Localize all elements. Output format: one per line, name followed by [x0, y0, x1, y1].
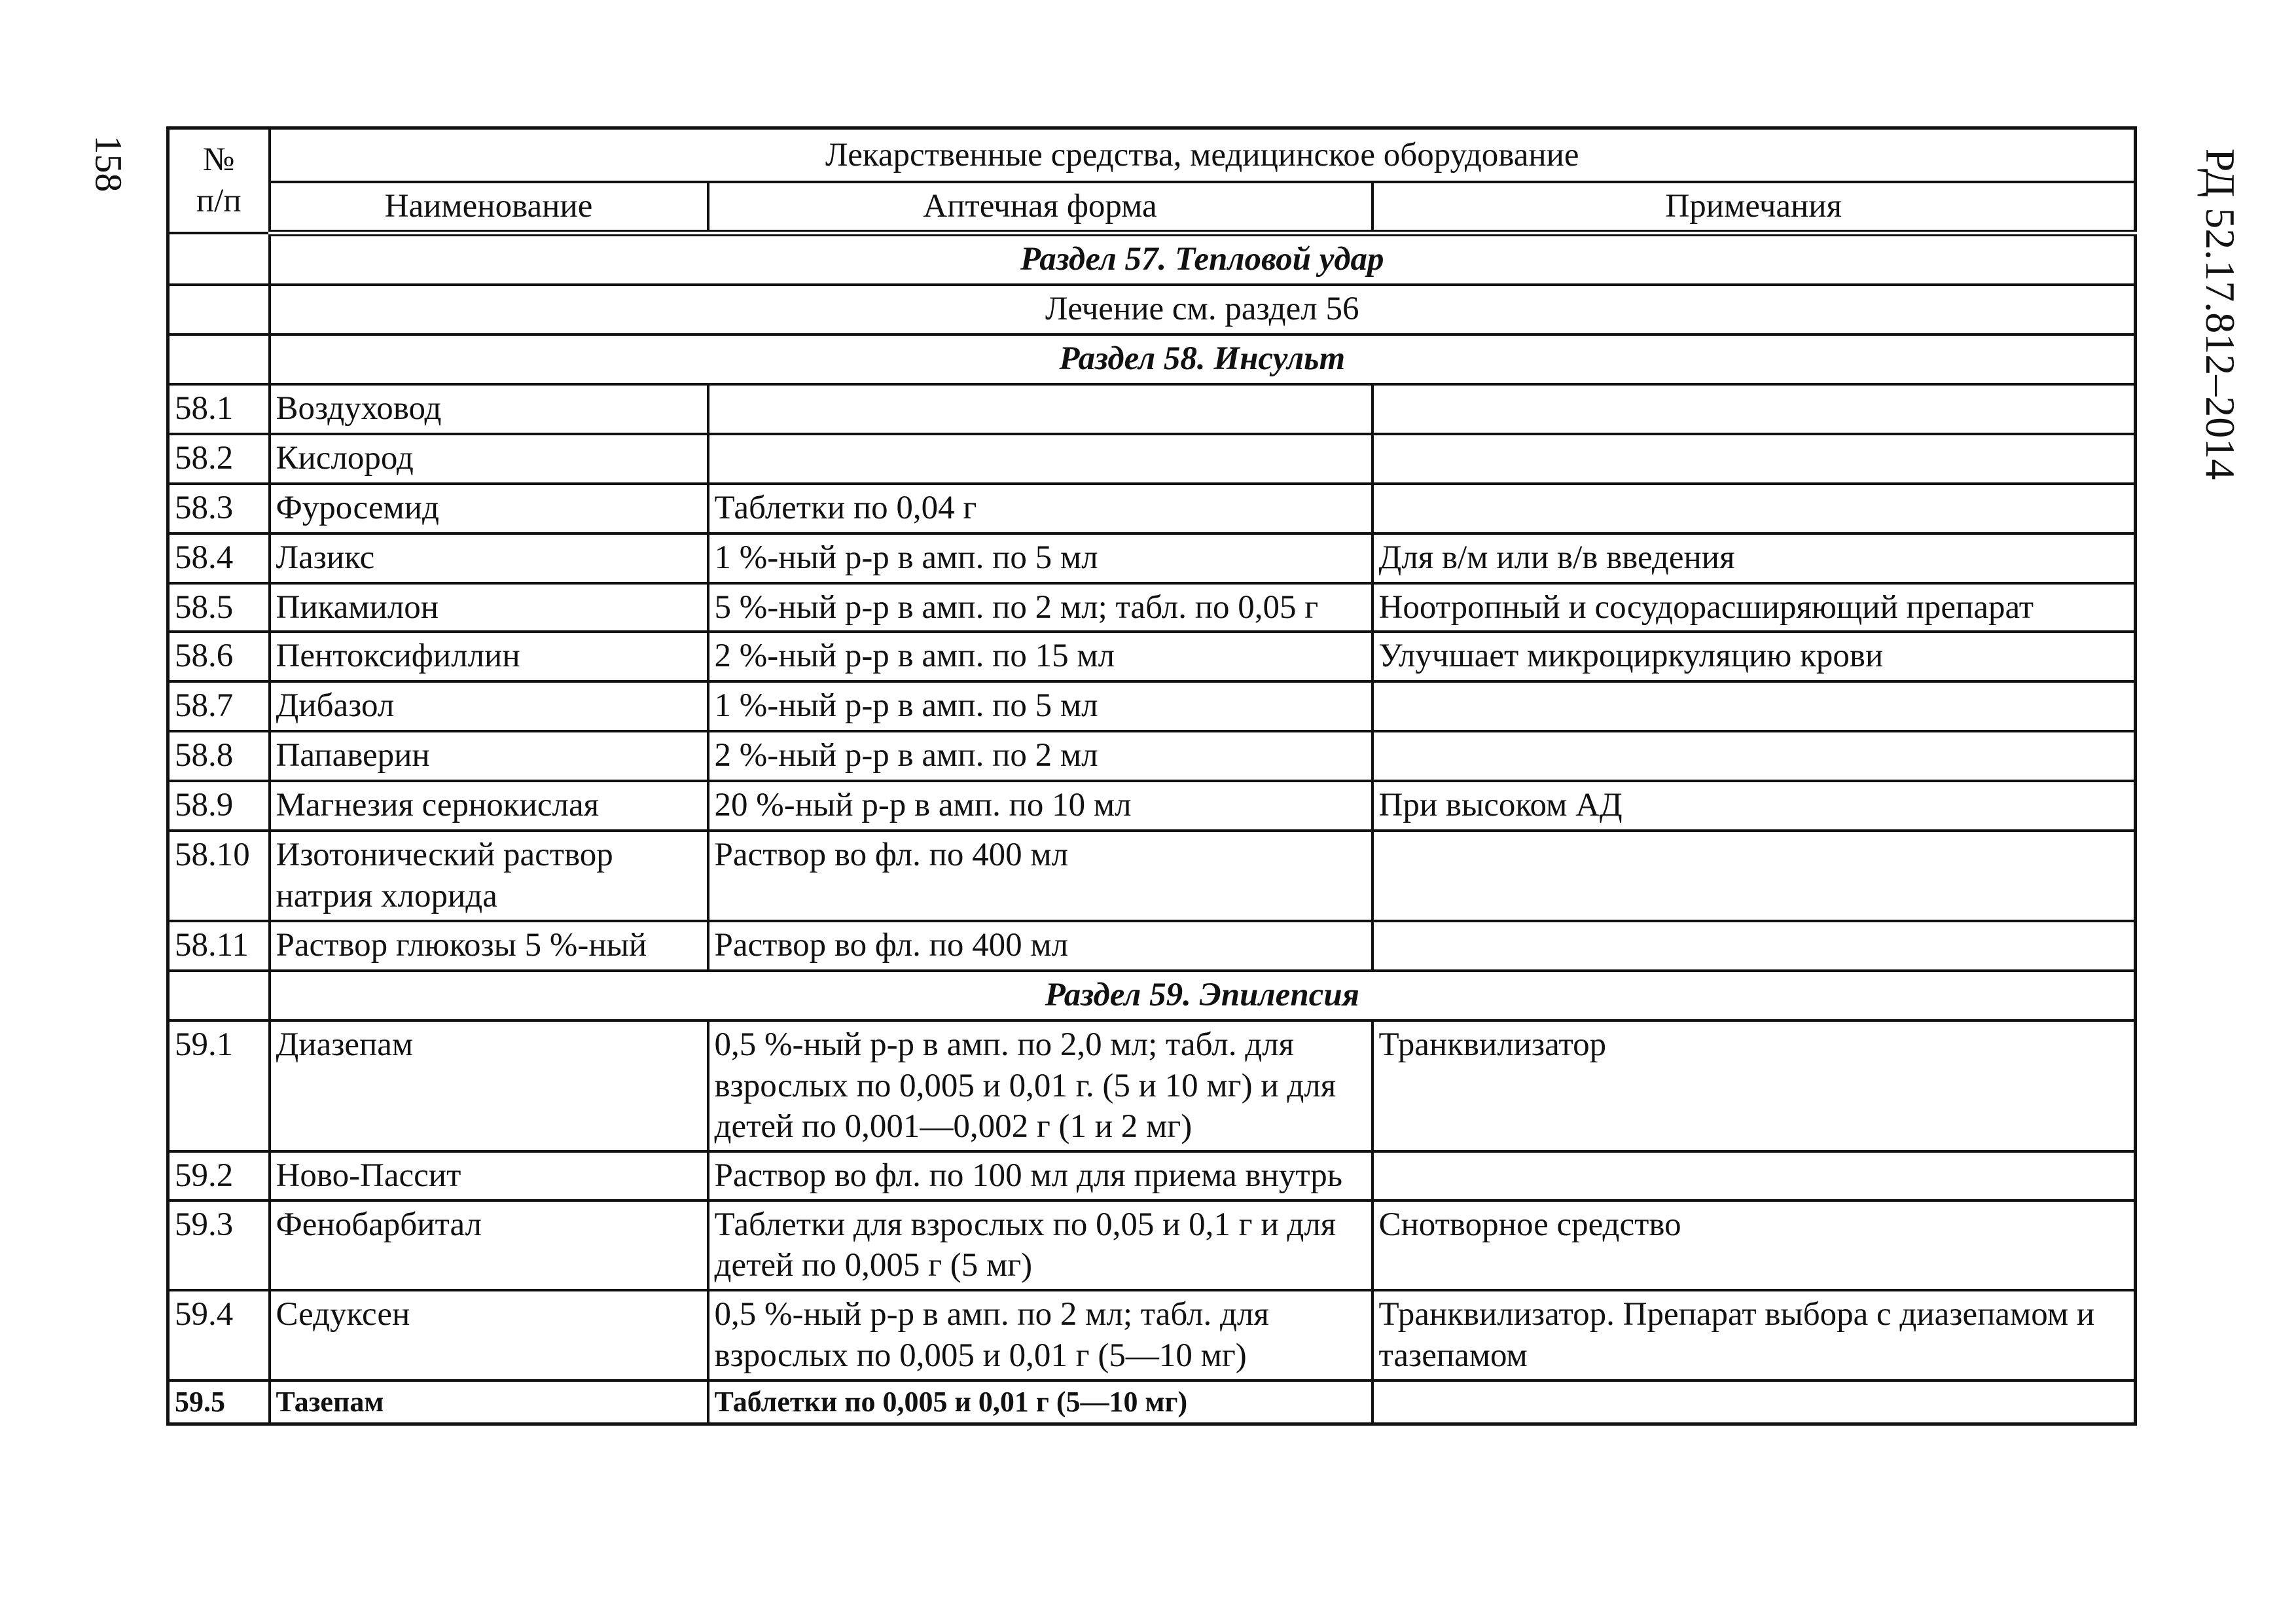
- item-name: Фенобарбитал: [270, 1200, 708, 1290]
- item-note: При высоком АД: [1372, 781, 2136, 831]
- col-header-note: Примечания: [1372, 182, 2136, 233]
- section-58-title: Раздел 58. Инсульт: [270, 334, 2136, 384]
- table-row: [168, 781, 2136, 831]
- item-name: Кислород: [270, 434, 708, 484]
- table-row: [168, 434, 2136, 484]
- item-number: 58.4: [168, 533, 270, 583]
- item-note: [1372, 681, 2136, 731]
- col-header-number: № п/п: [168, 128, 270, 233]
- item-name: Дибазол: [270, 681, 708, 731]
- table-row: [168, 533, 2136, 583]
- table-row: [168, 731, 2136, 781]
- item-number: 59.1: [168, 1020, 270, 1151]
- item-form: Таблетки по 0,005 и 0,01 г (5—10 мг): [708, 1380, 1372, 1424]
- item-note: [1372, 434, 2136, 484]
- item-number: 58.5: [168, 583, 270, 632]
- table-row: [168, 1200, 2136, 1290]
- section-number-cell: [168, 334, 270, 384]
- item-form: 20 %-ный р-р в амп. по 10 мл: [708, 781, 1372, 831]
- table-row: [168, 831, 2136, 920]
- item-note: [1372, 831, 2136, 920]
- table-header-row: [168, 182, 2136, 233]
- item-name: Фуросемид: [270, 484, 708, 533]
- section-59-title: Раздел 59. Эпилепсия: [270, 971, 2136, 1020]
- table-row: [168, 1151, 2136, 1200]
- item-name: Пикамилон: [270, 583, 708, 632]
- item-note: Ноотропный и сосудорасширяющий препарат: [1372, 583, 2136, 632]
- item-number: 59.3: [168, 1200, 270, 1290]
- table-row: [168, 384, 2136, 434]
- section-57-note: Лечение см. раздел 56: [270, 285, 2136, 334]
- section-row: [168, 233, 2136, 285]
- item-note: Транквилизатор. Препарат выбора с диазепамом и тазепамом: [1372, 1290, 2136, 1380]
- table-row: [168, 921, 2136, 971]
- item-name: Воздуховод: [270, 384, 708, 434]
- section-number-cell: [168, 285, 270, 334]
- section-row: [168, 971, 2136, 1020]
- item-number: 58.8: [168, 731, 270, 781]
- page-number: 158: [87, 135, 130, 192]
- item-form: 5 %-ный р-р в амп. по 2 мл; табл. по 0,05 г: [708, 583, 1372, 632]
- col-header-group: Лекарственные средства, медицинское оборудование: [270, 128, 2136, 183]
- item-note: [1372, 1151, 2136, 1200]
- item-number: 58.11: [168, 921, 270, 971]
- item-name: Лазикс: [270, 533, 708, 583]
- item-form: 1 %-ный р-р в амп. по 5 мл: [708, 681, 1372, 731]
- item-number: 59.5: [168, 1380, 270, 1424]
- item-note: [1372, 384, 2136, 434]
- item-number: 58.2: [168, 434, 270, 484]
- table-row: [168, 632, 2136, 681]
- section-number-cell: [168, 233, 270, 285]
- item-form: 2 %-ный р-р в амп. по 2 мл: [708, 731, 1372, 781]
- table-row: [168, 583, 2136, 632]
- section-57-title: Раздел 57. Тепловой удар: [270, 233, 2136, 285]
- item-note: Снотворное средство: [1372, 1200, 2136, 1290]
- item-name: Седуксен: [270, 1290, 708, 1380]
- item-number: 59.2: [168, 1151, 270, 1200]
- table-row: [168, 1020, 2136, 1151]
- item-note: Для в/м или в/в введения: [1372, 533, 2136, 583]
- item-note: [1372, 484, 2136, 533]
- item-note: [1372, 921, 2136, 971]
- item-number: 58.10: [168, 831, 270, 920]
- item-form: Раствор во фл. по 400 мл: [708, 921, 1372, 971]
- table-header-row: [168, 128, 2136, 183]
- item-name: Ново-Пассит: [270, 1151, 708, 1200]
- item-form: 2 %-ный р-р в амп. по 15 мл: [708, 632, 1372, 681]
- item-form: 0,5 %-ный р-р в амп. по 2 мл; табл. для взрослых по 0,005 и 0,01 г (5—10 мг): [708, 1290, 1372, 1380]
- item-form: [708, 434, 1372, 484]
- item-number: 58.6: [168, 632, 270, 681]
- item-note: Улучшает микроциркуляцию крови: [1372, 632, 2136, 681]
- item-form: [708, 384, 1372, 434]
- table-row: [168, 1290, 2136, 1380]
- col-header-name: Наименование: [270, 182, 708, 233]
- section-row: [168, 334, 2136, 384]
- item-note: [1372, 731, 2136, 781]
- item-name: Магнезия сернокислая: [270, 781, 708, 831]
- item-name: Изотонический раствор натрия хлорида: [270, 831, 708, 920]
- document-code: РД 52.17.812–2014: [2197, 148, 2244, 480]
- item-number: 58.1: [168, 384, 270, 434]
- item-note: [1372, 1380, 2136, 1424]
- table-row: [168, 681, 2136, 731]
- section-note-row: [168, 285, 2136, 334]
- item-name: Пентоксифиллин: [270, 632, 708, 681]
- col-header-form: Аптечная форма: [708, 182, 1372, 233]
- item-name: Диазепам: [270, 1020, 708, 1151]
- section-number-cell: [168, 971, 270, 1020]
- item-form: Раствор во фл. по 400 мл: [708, 831, 1372, 920]
- item-form: 1 %-ный р-р в амп. по 5 мл: [708, 533, 1372, 583]
- medication-table: [166, 126, 2137, 1426]
- table-row: [168, 1380, 2136, 1424]
- item-form: Таблетки по 0,04 г: [708, 484, 1372, 533]
- item-number: 59.4: [168, 1290, 270, 1380]
- item-form: Таблетки для взрослых по 0,05 и 0,1 г и для детей по 0,005 г (5 мг): [708, 1200, 1372, 1290]
- item-number: 58.9: [168, 781, 270, 831]
- item-name: Тазепам: [270, 1380, 708, 1424]
- item-form: 0,5 %-ный р-р в амп. по 2,0 мл; табл. для взрослых по 0,005 и 0,01 г. (5 и 10 мг) и для детей по 0,001—0,002 г (1 и 2 мг): [708, 1020, 1372, 1151]
- item-note: Транквилизатор: [1372, 1020, 2136, 1151]
- item-name: Раствор глюкозы 5 %-ный: [270, 921, 708, 971]
- item-form: Раствор во фл. по 100 мл для приема внутрь: [708, 1151, 1372, 1200]
- item-number: 58.3: [168, 484, 270, 533]
- item-number: 58.7: [168, 681, 270, 731]
- table-row: [168, 484, 2136, 533]
- item-name: Папаверин: [270, 731, 708, 781]
